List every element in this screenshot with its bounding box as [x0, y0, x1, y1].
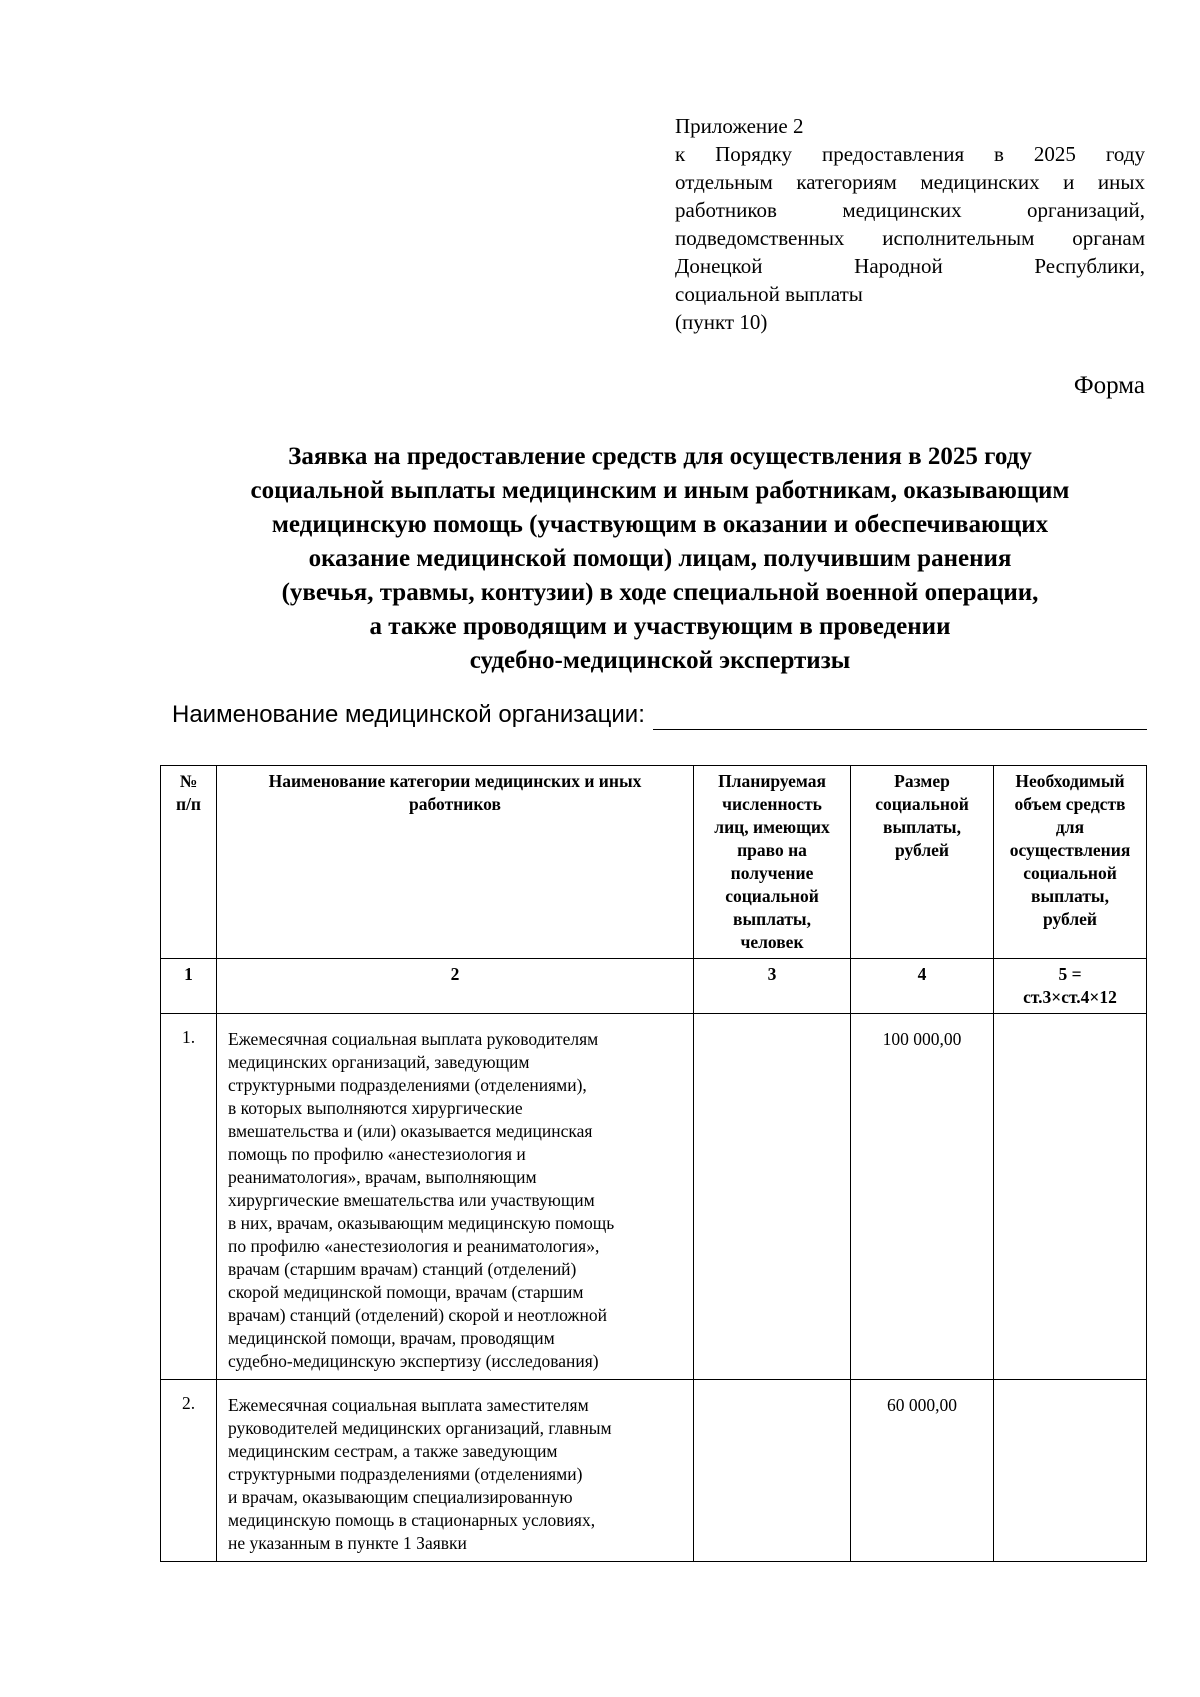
formula-top: 5 =: [1058, 964, 1082, 984]
category-description: Ежемесячная социальная выплата руководителям медицинских организаций, заведующим структурными подразделениями (отделениями), в которых выполняются хирургические вмешательства и (или) оказывается медицинская помощь по профилю «анестезиология и реаниматология», врачам, выполняющим хирургические вмешательства или участвующим в них, врачам, оказывающим медицинскую помощь по профилю «анестезиология и реаниматология», врачам (старшим врачам) станций (отделений) скорой медицинской помощи, врачам (старшим врачам) станций (отделений) скорой и неотложной медицинской помощи, врачам, проводящим судебно-медицинскую экспертизу (исследования): [217, 1014, 694, 1380]
category-description: Ежемесячная социальная выплата заместителям руководителей медицинских организаций, главным медицинским сестрам, а также заведующим структурными подразделениями (отделениями) и врачам, оказывающим специализированную медицинскую помощь в стационарных условиях, не указанным в пункте 1 Заявки: [217, 1380, 694, 1562]
appendix-line: отдельным категориям медицинских и иных: [675, 170, 1145, 194]
organization-label: Наименование медицинской организации:: [172, 701, 645, 728]
header-required-funds: Необходимый объем средств для осуществления социальной выплаты, рублей: [994, 766, 1147, 959]
appendix-line: (пункт 10): [675, 310, 768, 334]
appendix-line: к Порядку предоставления в 2025 году: [675, 142, 1145, 166]
application-table: [160, 765, 1147, 1562]
planned-count-cell[interactable]: [694, 1014, 851, 1380]
column-number-cell: 3: [694, 959, 851, 1014]
title-line: а также проводящим и участвующим в проведении: [369, 613, 951, 640]
title-line: оказание медицинской помощи) лицам, получившим ранения: [308, 545, 1012, 572]
document-title: [160, 440, 1160, 678]
title-line: социальной выплаты медицинским и иным работникам, оказывающим: [250, 477, 1070, 504]
table-row: [161, 1380, 1147, 1562]
formula-bottom: ст.3×ст.4×12: [1023, 987, 1117, 1007]
row-number: 2.: [161, 1380, 217, 1562]
appendix-line: социальной выплаты: [675, 282, 863, 306]
title-line: медицинскую помощь (участвующим в оказании и обеспечивающих: [271, 511, 1049, 538]
payment-amount-cell: 100 000,00: [851, 1014, 994, 1380]
title-line: судебно-медицинской экспертизы: [469, 647, 851, 674]
table-header-row: [161, 766, 1147, 959]
column-numbers-row: [161, 959, 1147, 1014]
title-line: Заявка на предоставление средств для осуществления в 2025 году: [288, 443, 1032, 470]
appendix-line: подведомственных исполнительным органам: [675, 226, 1145, 250]
organization-field: [172, 700, 1147, 730]
form-label: Форма: [1073, 372, 1145, 399]
appendix-line: Донецкой Народной Республики,: [675, 254, 1145, 278]
required-funds-cell[interactable]: [994, 1380, 1147, 1562]
header-payment-size: Размер социальной выплаты, рублей: [851, 766, 994, 959]
column-number-cell: [994, 959, 1147, 1014]
appendix-line: работников медицинских организаций,: [675, 198, 1145, 222]
organization-blank-line[interactable]: [653, 701, 1147, 730]
header-number: № п/п: [161, 766, 217, 959]
table-row: [161, 1014, 1147, 1380]
header-category: Наименование категории медицинских и иных работников: [217, 766, 694, 959]
column-number-cell: 1: [161, 959, 217, 1014]
payment-amount-cell: 60 000,00: [851, 1380, 994, 1562]
required-funds-cell[interactable]: [994, 1014, 1147, 1380]
header-planned-count: Планируемая численность лиц, имеющих право на получение социальной выплаты, человек: [694, 766, 851, 959]
appendix-line: Приложение 2: [675, 114, 804, 138]
planned-count-cell[interactable]: [694, 1380, 851, 1562]
column-number-cell: 4: [851, 959, 994, 1014]
title-line: (увечья, травмы, контузии) в ходе специальной военной операции,: [281, 579, 1039, 606]
column-number-cell: 2: [217, 959, 694, 1014]
appendix-block: [675, 112, 1145, 336]
row-number: 1.: [161, 1014, 217, 1380]
